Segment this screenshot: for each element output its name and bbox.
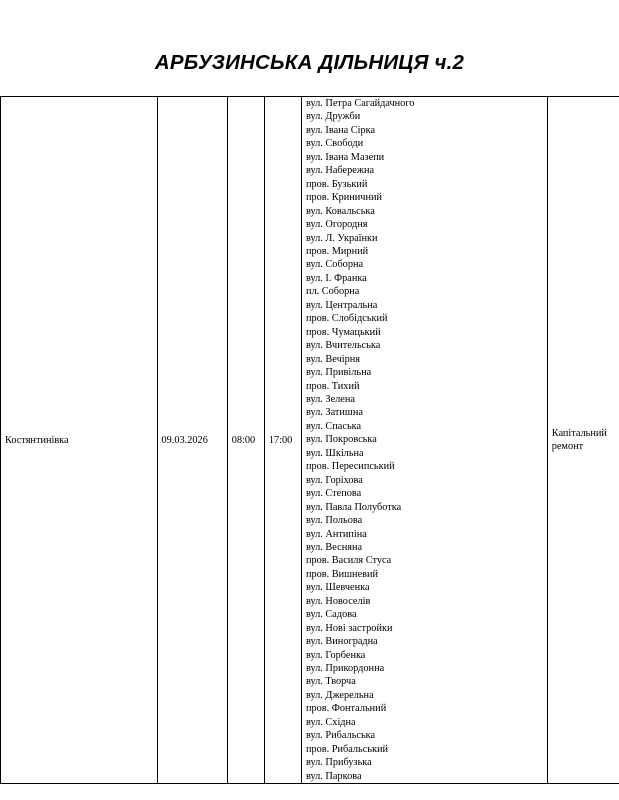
street-item: пров. Пересипський <box>305 461 395 473</box>
street-item: вул. Огородня <box>305 219 368 231</box>
street-item: вул. Вечірня <box>305 353 361 365</box>
streets-cell <box>301 97 547 784</box>
street-item: вул. І. Франка <box>305 272 367 284</box>
street-item: вул. Вчительська <box>305 340 381 352</box>
street-item: вул. Нові застройки <box>305 622 393 634</box>
street-item: вул. Затишна <box>305 407 363 419</box>
street-item: вул. Польова <box>305 515 363 527</box>
street-item: вул. Новоселів <box>305 595 371 607</box>
street-item: пров. Слобідський <box>305 313 388 325</box>
street-item: вул. Джерельна <box>305 689 374 701</box>
street-item: пров. Вишневий <box>305 568 379 580</box>
street-item: вул. Спаська <box>305 420 362 432</box>
street-item: вул. Виноградна <box>305 636 378 648</box>
street-item: вул. Л. Українки <box>305 232 378 244</box>
street-item: вул. Антипіна <box>305 528 367 540</box>
street-item: пров. Мирний <box>305 245 369 257</box>
street-item: вул. Шкільна <box>305 447 364 459</box>
settlement-cell <box>1 97 158 784</box>
outage-table <box>0 96 619 784</box>
street-item: вул. Привільна <box>305 367 372 379</box>
street-item: вул. Павла Полуботка <box>305 501 402 513</box>
table-row <box>1 97 619 784</box>
street-item: вул. Шевченка <box>305 582 370 594</box>
street-item: вул. Горіхова <box>305 474 363 486</box>
street-item: вул. Соборна <box>305 259 364 271</box>
street-item: пров. Криничний <box>305 192 383 204</box>
street-item: вул. Весняна <box>305 541 363 553</box>
street-item: пров. Василя Стуса <box>305 555 392 567</box>
end-time: 17:00 <box>268 434 293 446</box>
street-item: пров. Рибальський <box>305 743 389 755</box>
street-item: вул. Набережна <box>305 165 375 177</box>
street-item: пл. Соборна <box>305 286 360 298</box>
street-item: вул. Прикордонна <box>305 663 385 675</box>
street-item: вул. Рибальська <box>305 730 376 742</box>
start-time-cell <box>227 97 264 784</box>
street-item: вул. Свободи <box>305 138 364 150</box>
street-item: вул. Горбенка <box>305 649 366 661</box>
street-item: вул. Дружби <box>305 111 361 123</box>
street-item: вул. Садова <box>305 609 357 621</box>
street-item: пров. Чумацький <box>305 326 381 338</box>
street-item: вул. Івана Сірка <box>305 124 376 136</box>
street-item: вул. Паркова <box>305 770 362 782</box>
outage-reason: Капітальний ремонт <box>551 428 607 453</box>
street-item: вул. Зелена <box>305 393 355 405</box>
street-list <box>306 97 543 783</box>
street-item: вул. Петра Сагайдачного <box>305 98 415 109</box>
street-item: вул. Центральна <box>305 299 378 311</box>
date-cell <box>157 97 227 784</box>
street-item: вул. Східна <box>305 716 356 728</box>
street-item: вул. Покровська <box>305 434 377 446</box>
street-item: пров. Фонтальний <box>305 703 387 715</box>
start-time: 08:00 <box>231 434 256 446</box>
street-item: вул. Прибузька <box>305 757 372 769</box>
reason-cell <box>547 97 619 784</box>
outage-date: 09.03.2026 <box>161 434 208 446</box>
street-item: вул. Творча <box>305 676 356 688</box>
street-item: пров. Бузький <box>305 178 368 190</box>
street-item: вул. Ковальська <box>305 205 375 217</box>
settlement-name: Костянтинівка <box>5 434 69 446</box>
page-title: АРБУЗИНСЬКА ДІЛЬНИЦЯ ч.2 <box>154 51 465 74</box>
street-item: вул. Івана Мазепи <box>305 151 385 163</box>
street-item: вул. Степова <box>305 488 362 500</box>
end-time-cell <box>264 97 301 784</box>
street-item: пров. Тихий <box>305 380 360 392</box>
